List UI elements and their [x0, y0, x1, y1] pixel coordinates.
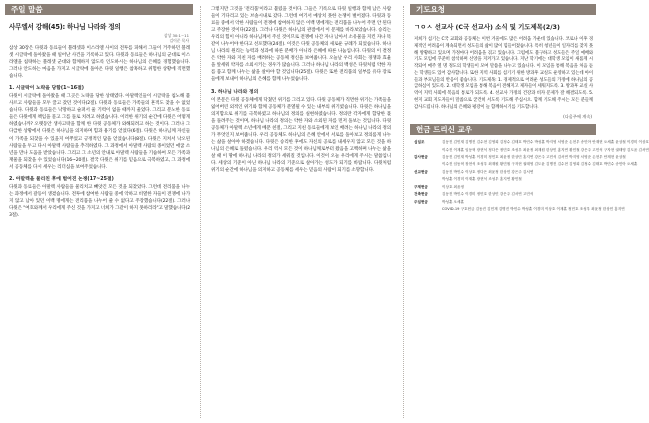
- sermon-paragraph-2: 다윗과 동료들은 아말렉 사람들을 물리치고 빼앗긴 모든 것을 되찾았다. 그런데 전리품을 나누는 과정에서 갈등이 생겼습니다. 전투에 참여한 사람들 중에 악하고 비열한 자들이 전쟁에 나가지 않고 남아 있던 이백 명에게는 전리품을 나누어 줄 수 없다고 주장했습니다(22절). 그러나 다윗은 "여호와께서 우리에게 주신 것을 가지고 너희가 그같이 하지 못하리라"고 말했습니다(23절).: [9, 184, 190, 218]
- sermon-continued-column: [207, 4, 394, 174]
- sermon-subheading-2: 2. 아말렉을 물리친 후에 벌어진 논쟁(17~25절): [9, 176, 114, 182]
- prayer-column: [410, 4, 649, 213]
- sermon-title: 사무엘서 강해(45): 하나님 나라와 정의: [9, 23, 121, 31]
- offering-row: [414, 191, 596, 198]
- offering-row: [414, 139, 649, 146]
- sermon-preacher: 김이준 목사: [169, 38, 189, 43]
- section-header-prayer: 기도요청: [410, 4, 596, 15]
- offering-names: 박성훈 이경미 이재훈 장현석 조성우 홍지연 황민철: [442, 177, 522, 182]
- offerings-list: [410, 139, 649, 213]
- offering-category: 주일헌금: [414, 199, 428, 204]
- offering-category: 십일조: [414, 140, 425, 145]
- offering-row: [414, 161, 638, 168]
- sermon-paragraph-1: 다윗이 시글락에 돌아왔을 때 그곳은 노략을 당한 상태였다. 아말렉인들이 시글락을 침노해 불사르고 사람들을 모두 끌고 갔던 것이다(2절). 다윗과 동료들은 가족들의 흔적도 찾을 수 없었습니다. 다윗과 동료들은 낙망하고 슬퍼서 울 기력이 없을 때까지 울었다. 그리고 분노한 동료들은 다윗에게 책임을 묻고 그를 돌로 치려고 하였습니다. 이러한 위기의 순간에 다윗은 어떻게 하였습니까? 오랫동안 생사고락을 함께 한 다윗 공동체가 와해되려고 하는 것이다. 그러나 그 다급한 상황에서 다윗은 하나님을 의지하며 힘과 용기를 얻었다(6절). 다윗은 하나님께 자신들이 가족을 되찾을 수 있을지 여쭈었고 긍정적인 답을 얻었습니다(8절). 다윗은 지쳐서 낙오된 사람들을 두고 다시 아말렉 사람들을 추격하였다. 그 과정에서 아말렉 사람의 종이었던 애굽 소년을 만나 도움을 받았습니다. 그리고 그 소년의 안내로 아말렉 사람들을 기습하여 모든 가족과 재물을 되찾을 수 있었습니다(16~20절). 결국 다윗은 위기를 믿음으로 극복하였고, 그 과정에서 공동체를 다시 세우는 리더십을 보여주었습니다.: [9, 94, 190, 170]
- offering-names: COVID-19 구호헌금 김동진 김민재 김병진 박민수 박성훈 이경미 이상호 이재훈 정민호 조성우 최윤정 한상민 홍지연: [442, 206, 625, 211]
- sermon-subheading-3: 3. 하나님 나라와 정의: [211, 89, 259, 95]
- prayer-text: 저희가 섬기는 C국 교회와 공동체는 이번 겨울에도 많은 어려움 가운데 있습니다. 코로나 이후 경제적인 어려움이 계속되면서 성도들의 삶이 많이 힘들어졌습니다. 특히 청년들이 일자리를 찾지 못해 방황하고 있으며 가정마다 어려움을 겪고 있습니다. 그럼에도 불구하고 성도들은 주일 예배와 기도 모임에 꾸준히 참석하며 신앙을 지켜가고 있습니다. 지난 학기에는 대학생 모임이 새롭게 시작되어 매주 열 명 정도의 학생들이 모여 말씀을 나누고 있습니다. 이 모임을 통해 복음을 처음 듣는 학생들도 있어 감사합니다. 또한 지역 사회를 섬기기 위한 방과후 교실도 운영하고 있는데 아이들과 부모님들의 반응이 좋습니다. 기도제목: 1. 경제적으로 어려운 성도들의 가정에 하나님의 공급하심이 있도록. 2. 대학생 모임을 통해 복음이 전해지고 제자들이 세워지도록. 3. 방과후 교실 사역이 지역 사회에 복음의 통로가 되도록. 4. 선교사 가정의 건강과 비자 문제가 잘 해결되도록. 5. 현지 교회 지도자들이 말씀으로 굳건히 서도록 기도해 주십시오. 함께 기도해 주시는 모든 분들께 감사드립니다. 하나님의 은혜와 평강이 늘 함께하시기를 기도합니다.: [414, 37, 593, 110]
- offering-names: 이수진 임동혁 장현석 조성우 최재원 황민철 구자현 권태영 김도윤 김병진 김수현 김영희 김정수 김태호 박민수 송민아 오세훈: [442, 162, 638, 167]
- offering-category: 건축헌금: [414, 192, 428, 197]
- offering-names: 김동진 박민수 이경미 정민호 한상민 강은주 김서연 고민석: [442, 192, 534, 197]
- sermon-paragraph-4: 이 본문은 다윗 공동체에게 닥쳤던 위기를 그리고 있다. 다윗 공동체가 직면한 위기는 가족들을 잃어버린 외적인 위기와 함께 공동체가 분열될 수 있는 내부의 위기였습니다. 다윗은 하나님을 의지함으로 위기를 극복하였고 하나님의 정의를 실현하였습니다. 정의란 각자에게 합당한 몫을 돌려주는 것이며, 하나님 나라의 정의는 약한 자와 소외된 자를 먼저 돌보는 것입니다. 다윗 공동체가 아말렉 소년에게 베푼 친절, 그리고 지친 동료들에게 보인 배려는 하나님 나라의 정의가 무엇인지 보여줍니다. 우리 공동체도 하나님의 은혜 안에서 서로를 돌아보고 정의롭게 나누는 삶을 살아야 하겠습니다. 다윗은 승리한 후에도 자신의 공로를 내세우지 않고 모든 것을 하나님의 은혜로 돌렸습니다. 우리 역시 모든 것이 하나님께로부터 왔음을 고백하며 나누는 삶을 살 때 이 땅에 하나님 나라의 정의가 세워질 것입니다. 이것이 오늘 우리에게 주시는 말씀입니다. 세상의 기준이 아닌 하나님 나라의 기준으로 살아가는 성도가 되기를 바랍니다. 다윗처럼 위기의 순간에 하나님을 의지하고 공동체를 세우는 믿음의 사람이 되기를 소망합니다.: [211, 97, 391, 173]
- offering-row: [414, 206, 625, 213]
- sermon-column: [5, 4, 193, 219]
- offering-names: 이상호 최윤정: [442, 184, 464, 189]
- sermon-intro: 삼상 30장은 다윗과 동료들이 블레셋과 이스라엘 사이의 전투를 피해서 그들이 거주하던 블레셋 시글락에 돌아왔을 때 일어난 사건을 기록하고 있다. 다윗과 동료들은 하나님의 군대로 이스라엘을 침략하는 블레셋 군대와 함께하지 않도록 인도하시는 하나님의 은혜를 경험했습니다. 그러나 안도하는 마음을 가지고 시글락에 돌아온 다윗 일행은 참혹하고 위험한 상황에 직면했습니다.: [9, 46, 190, 80]
- offering-category: [414, 147, 442, 154]
- offering-row: [414, 176, 596, 183]
- offering-names: 김동진 김민재 박성훈 이경미 정민호 최윤정 한상민 홍지연 강은주 고민석 김서연 박지영 서영준 손현우 안재현 윤상철: [442, 155, 626, 160]
- sermon-paragraph-3: 그렇지만 그것을 '전리품'이라고 불렀을 것이다. 그들은 기록으로 다윗 일행과 함께 남은 사람들이 기다리고 있는 브솔시내로 갔다. 그런데 여기서 예상치 못한 논쟁이 벌어졌다. 다윗과 동료들 중에서 악한 사람들이 전쟁에 참여하지 않은 이백 명에게는 전리품을 나누어 주면 안 된다고 주장한 것이다(22절). 그러나 다윗은 하나님의 관점에서 이 문제를 바라보았습니다. 승리는 우리의 힘이 아니라 하나님께서 주신 것이므로 전쟁에 나간 자나 남아서 소유물을 지킨 자나 똑같이 나누어야 한다고 선포했다(24절). 이것은 다윗 공동체의 새로운 규례가 되었습니다. 하나님 나라의 원리는 능력과 성과에 따른 분배가 아니라 은혜에 따른 나눔입니다. 다윗의 이 결정은 약한 자와 지친 자를 배려하는 공동체 정신을 보여줍니다. 오늘날 우리 사회는 경쟁과 효율을 앞세워 약자를 소외시키는 경우가 많습니다. 그러나 하나님 나라의 백성은 다윗처럼 약한 자를 품고 함께 나누는 삶을 살아야 할 것입니다(25절). 다윗은 또한 전리품의 일부를 유다 장로들에게 보내어 하나님의 은혜를 함께 나누었습니다.: [211, 7, 391, 83]
- section-header-sermon: 주일 말씀: [5, 4, 193, 15]
- offering-names: 김동진 김민재 김병진 김수현 김영희 김정수 김태호 박민수 박성훈 박지영 서영준 손현우 송민아 안재현 오세훈 윤상철 이경미 이상호: [442, 140, 649, 145]
- section-header-offerings: 헌금 드리신 교우: [410, 124, 596, 135]
- offering-category: [414, 176, 442, 183]
- sermon-subheading-1: 1. 시글락이 노략을 당함(1~16절): [9, 86, 84, 92]
- column-divider-1: [200, 6, 201, 418]
- offering-row: [414, 154, 626, 161]
- offering-row: [414, 169, 596, 176]
- offering-row: [414, 184, 596, 191]
- offering-category: 선교헌금: [414, 169, 428, 174]
- offering-names: 이수진 이재훈 임동혁 장현석 정다은 정민호 조성우 최윤정 최재원 한상민 홍지연 황민철 강은주 고민석 구자현 권태영 김도윤 김서연: [442, 147, 649, 152]
- offering-category: [414, 161, 442, 168]
- continued-note: (다음주에 계속): [563, 114, 592, 120]
- offering-row: [414, 147, 649, 154]
- column-divider-2: [403, 6, 404, 418]
- offering-category: 구제헌금: [414, 184, 428, 189]
- sermon-reference: 삼상 30:1~11: [163, 33, 189, 38]
- offering-category: 감사헌금: [414, 155, 428, 160]
- offering-names: 김동진 박민수 이상호 정다은 최윤정 한상민 강은주 김서연: [442, 169, 534, 174]
- prayer-title: ㄱㅇㅅ 선교사 (C국 선교사) 소식 및 기도제목(2/3): [414, 23, 560, 31]
- offering-row: [414, 199, 596, 206]
- offering-category: [414, 206, 442, 213]
- offering-names: 박성훈 오세훈: [442, 199, 464, 204]
